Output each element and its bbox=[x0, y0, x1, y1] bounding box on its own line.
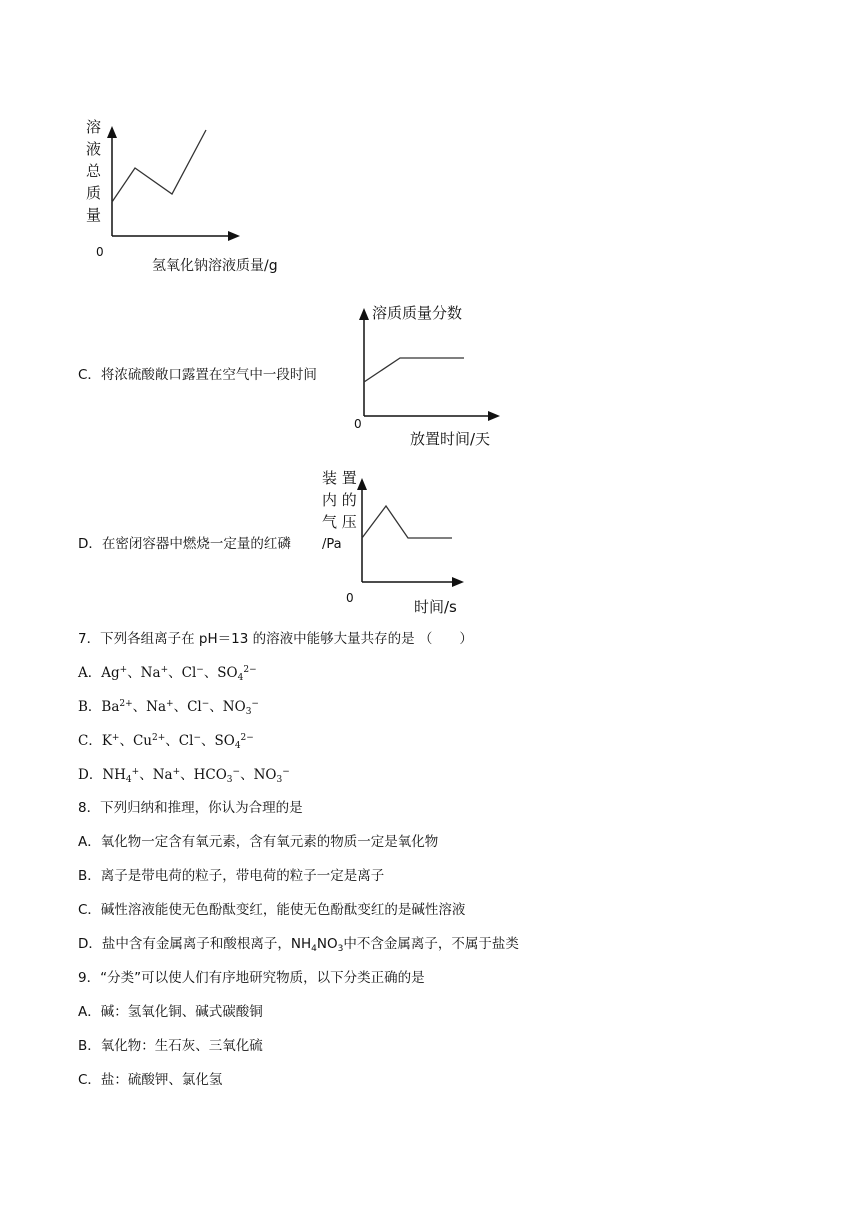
curve-line bbox=[112, 130, 206, 202]
curve-line bbox=[362, 506, 452, 538]
q7-option-d: D．$NH_4^+$、Na+、$HCO_3^-$、$NO_3^-$ bbox=[78, 767, 290, 785]
q8-stem: 8．下列归纳和推理，你认为合理的是 bbox=[78, 800, 303, 816]
q9-option-c: C．盐：硫酸钾、氯化氢 bbox=[78, 1072, 223, 1088]
curve-line bbox=[364, 358, 464, 382]
origin-label: 0 bbox=[346, 591, 354, 605]
y-axis-arrow bbox=[359, 308, 369, 320]
q8-option-b: B．离子是带电荷的粒子，带电荷的粒子一定是离子 bbox=[78, 868, 385, 884]
ylabel-char: 量 bbox=[86, 206, 102, 224]
ylabel-char: 溶 bbox=[86, 118, 102, 136]
option-d-text: D．在密闭容器中燃烧一定量的红磷 bbox=[78, 536, 291, 552]
q7-stem: 7．下列各组离子在 pH＝13 的溶液中能够大量共存的是 （ ） bbox=[78, 631, 473, 647]
q9-stem: 9．“分类”可以使人们有序地研究物质，以下分类正确的是 bbox=[78, 970, 425, 986]
y-axis-label: 溶质质量分数 bbox=[372, 304, 463, 322]
graph-solute-fraction bbox=[350, 298, 510, 450]
graph-b-ylabel bbox=[86, 118, 102, 224]
graph-solution-mass bbox=[80, 112, 310, 282]
ylabel-line: 气 压 bbox=[322, 513, 357, 531]
x-axis-arrow bbox=[452, 577, 464, 587]
x-axis-label: 氢氧化钠溶液质量/g bbox=[152, 258, 278, 274]
q7-option-a: A．Ag+、Na+、Cl−、$SO_4^{2-}$ bbox=[78, 665, 257, 683]
ylabel-line: 内 的 bbox=[322, 491, 357, 509]
ylabel-char: 总 bbox=[86, 162, 102, 180]
q9-option-b: B．氧化物：生石灰、三氧化硫 bbox=[78, 1038, 263, 1054]
graph-d-ylabel bbox=[322, 469, 357, 552]
origin-label: 0 bbox=[354, 417, 362, 431]
ylabel-char: 质 bbox=[86, 184, 102, 202]
q8-option-a: A．氧化物一定含有氧元素，含有氧元素的物质一定是氧化物 bbox=[78, 834, 439, 850]
origin-label: 0 bbox=[96, 245, 104, 259]
x-axis-arrow bbox=[228, 231, 240, 241]
y-axis-arrow bbox=[357, 478, 367, 490]
option-c-text: C．将浓硫酸敞口露置在空气中一段时间 bbox=[78, 367, 317, 383]
x-axis-label: 放置时间/天 bbox=[410, 430, 491, 448]
y-axis-arrow bbox=[107, 126, 117, 138]
q7-option-c: C．K+、$Cu^{2+}$、Cl−、$SO_4^{2-}$ bbox=[78, 733, 254, 751]
q8-option-d: D．盐中含有金属离子和酸根离子，$NH_4NO_3$中不含金属离子，不属于盐类 bbox=[78, 936, 519, 954]
x-axis-label: 时间/s bbox=[414, 598, 457, 616]
ylabel-line: /Pa bbox=[322, 537, 342, 552]
graph-pressure bbox=[318, 466, 488, 618]
q7-option-b: B．$Ba^{2+}$、Na+、Cl−、$NO_3^-$ bbox=[78, 699, 259, 717]
x-axis-arrow bbox=[488, 411, 500, 421]
ylabel-line: 装 置 bbox=[322, 469, 357, 487]
q8-option-c: C．碱性溶液能使无色酚酞变红，能使无色酚酞变红的是碱性溶液 bbox=[78, 902, 466, 918]
ylabel-char: 液 bbox=[86, 140, 102, 158]
q9-option-a: A．碱：氢氧化铜、碱式碳酸铜 bbox=[78, 1004, 263, 1020]
